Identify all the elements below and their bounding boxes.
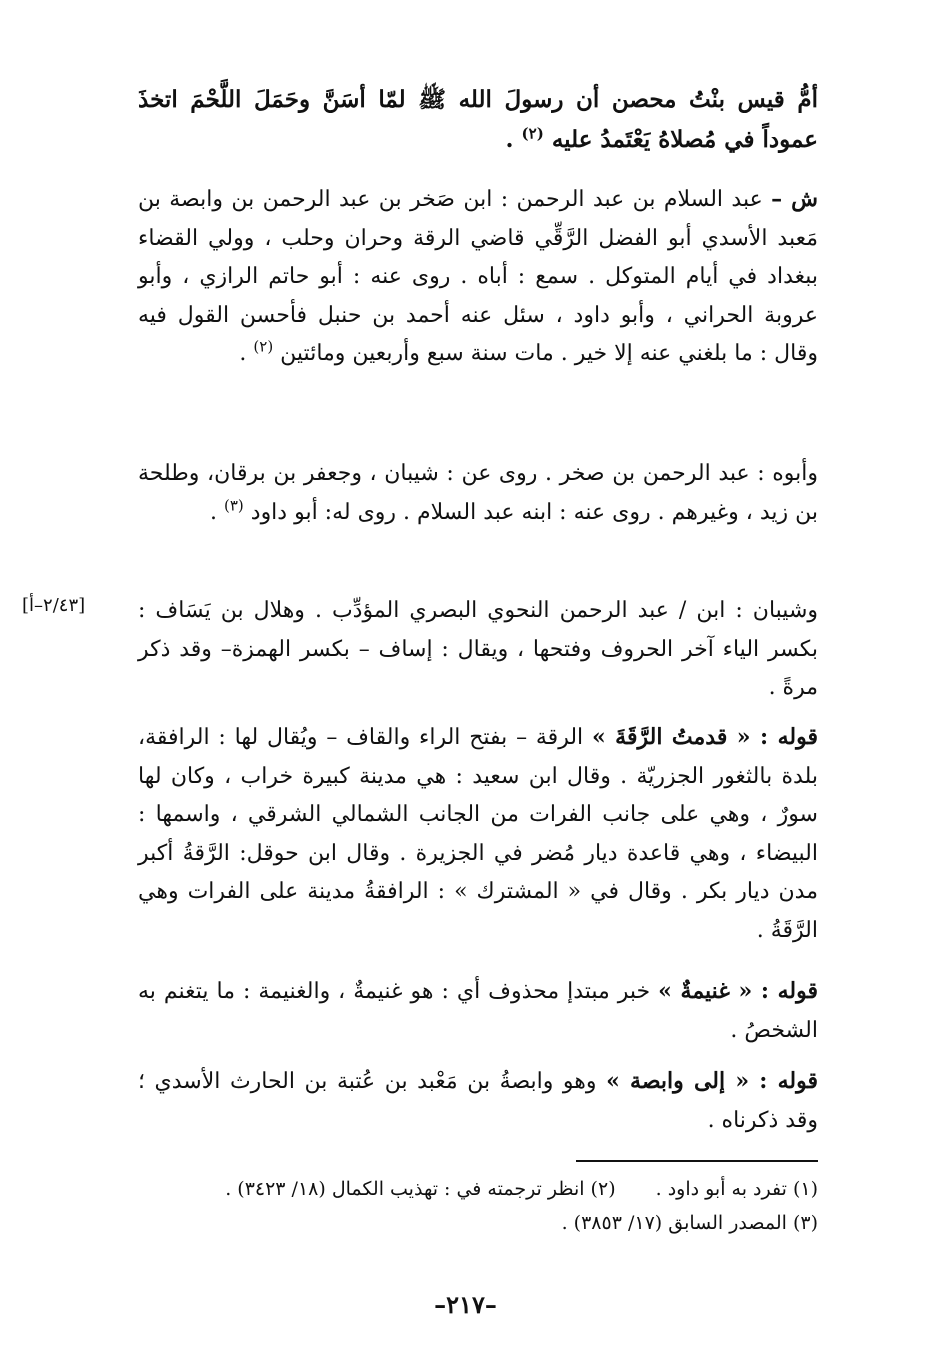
footnotes (138, 1172, 818, 1240)
commentary-paragraph-5 (138, 972, 818, 1050)
footnote-ref[interactable]: (٣) (223, 496, 244, 515)
commentary-lead: ش – (771, 186, 819, 212)
paragraph-text: عبد السلام بن عبد الرحمن : ابن صَخر بن عبد الرحمن بن وابصة بن مَعبد الأسدي أبو الفضل الرَّقِّي قاضي الرقة وحران وحلب ، وولي القضاء ببغداد في أيام المتوكل . سمع : أباه . روى عنه : أبو حاتم الرازي ، وأبو عروبة الحراني ، وأبو داود ، سئل عنه أحمد بن حنبل فأحسن القول فيه وقال : ما بلغني عنه إلا خير . مات سنة سبع وأربعين ومائتين (138, 187, 818, 366)
manuscript-folio-marker: [٢/٤٣–أ] (22, 595, 86, 616)
paragraph-text: وأبوه : عبد الرحمن بن صخر . روى عن : شيبان ، وجعفر بن برقان، وطلحة بن زيد ، وغيرهم . روى عنه : ابنه عبد السلام . روى له: أبو داود (138, 461, 818, 525)
paragraph-text: وشيبان : ابن / عبد الرحمن النحوي البصري المؤدِّب . وهلال بن يَسَاف : بكسر الياء آخر الحروف وفتحها ، ويقال : إساف – بكسر الهمزة– وقد ذكر مرةً . (138, 598, 818, 700)
footnote-ref[interactable]: (٢) (521, 124, 544, 143)
commentary-paragraph-3 (138, 592, 818, 708)
paragraph-text: الرقة – بفتح الراء والقاف – ويُقال لها : الرافقة، بلدة بالثغور الجزريّة . وقال ابن سعيد : هي مدينة كبيرة خراب ، وكان لها سورٌ ، وهي على جانب الفرات من الجانب الشمالي الشرقي ، واسمها : البيضاء ، وهي قاعدة ديار مُضر في الجزيرة . وقال ابن حوقل: الرَّقةُ أكبر مدن ديار بكر . وقال في « المشترك » : الرافقةُ مدينة على الفرات وهي الرَّقَةُ . (138, 725, 818, 943)
footnote-3: (٣) المصدر السابق (١٧/ ٣٨٥٣) . (561, 1212, 818, 1234)
footnote-2: (٢) انظر ترجمته في : تهذيب الكمال (١٨/ ٣٤٢٣) . (225, 1178, 616, 1200)
paragraph-end: . (239, 341, 254, 366)
commentary-paragraph-4 (138, 718, 818, 950)
paragraph-text: خبر مبتدإ محذوف أي : هو غنيمةٌ ، والغنيمة : ما يتغنم به الشخصُ . (138, 979, 818, 1043)
paragraph-end: . (209, 499, 224, 525)
footnote-line (138, 1206, 818, 1240)
hadith-end: . (505, 126, 522, 153)
hadith-text (138, 80, 818, 160)
hadith-body: أمُّ قيس بنْتُ محصن أن رسولَ الله ﷺ لمّا أسَنَّ وحَمَلَ اللَّحْمَ اتخذَ عموداً في مُصلاهُ يَعْتَمدُ عليه (138, 86, 818, 153)
page-number: –٢١٧– (434, 1290, 497, 1319)
commentary-paragraph-2 (138, 455, 818, 532)
footnote-line (138, 1172, 818, 1206)
paragraph-text: وهو وابصةُ بن مَعْبد بن عُتبة بن الحارث الأسدي ؛ وقد ذكرناه . (138, 1069, 818, 1133)
commentary-paragraph-6 (138, 1062, 818, 1140)
quoted-phrase: قوله : « قدمتُ الرَّقَةَ » (591, 724, 818, 750)
quoted-phrase: قوله : « إلى وابصة » (606, 1068, 818, 1094)
footnote-1: (١) تفرد به أبو داود . (655, 1178, 818, 1200)
footnote-ref[interactable]: (٢) (253, 337, 274, 356)
commentary-paragraph-1 (138, 180, 818, 374)
footnote-divider (576, 1160, 818, 1162)
quoted-phrase: قوله : « غنيمةٌ » (658, 978, 818, 1004)
